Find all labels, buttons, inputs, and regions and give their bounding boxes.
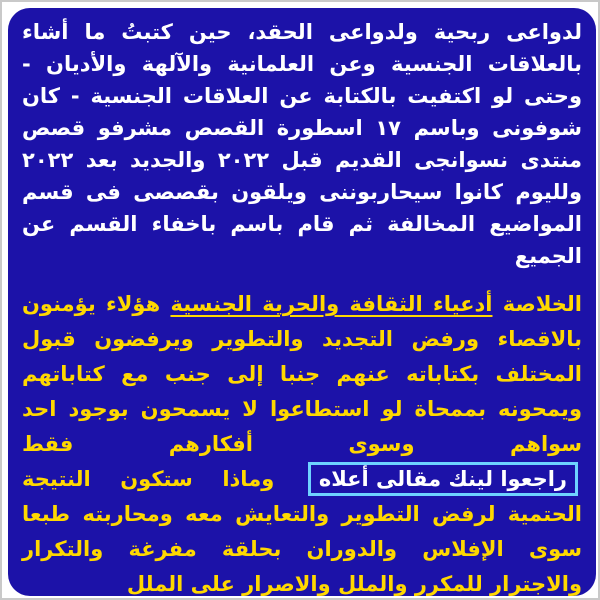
conclusion-intro: الخلاصة: [492, 292, 582, 316]
underlined-phrase: أدعياء الثقافة والحرية الجنسية: [170, 292, 493, 316]
text-panel: [8, 8, 596, 596]
white-paragraph: لدواعى ربحية ولدواعى الحقد، حين كتبتُ ما أشاء بالعلاقات الجنسية وعن العلمانية والآلهة والأديان - وحتى لو اكتفيت بالكتابة عن العلاقات الجنسية - كان شوفونى وباسم ١٧ اسطورة القصص مشرفو قصص منتدى نسوانجى القديم قبل ٢٠٢٢ والجديد بعد ٢٠٢٢ ولليوم كانوا سيحاربوننى ويلقون بقصصى فى قسم المواضيع المخالفة ثم قام باسم باخفاء القسم عن الجميع: [22, 20, 582, 268]
conclusion-body: هؤلاء يؤمنون بالاقصاء ورفض التجديد والتطوير ويرفضون قبول المختلف بكتاباته عنهم جنبا إلى جنب مع كتاباتهم ويمحونه بممحاة لو استطاعوا لا يسمحون بوجود احد سواهم وسوى أفكارهم فقط: [22, 292, 582, 456]
yellow-paragraph: [22, 287, 582, 596]
article-link-button[interactable]: راجعوا لينك مقالى أعلاه: [308, 462, 578, 496]
conclusion-ending: وماذا ستكون النتيجة الحتمية لرفض التطوير والتعايش معه ومحاربته طبعا سوى الإفلاس والدوران بحلقة مفرغة والتكرار والاجترار للمكرر والملل والاصرار على الملل: [22, 467, 582, 596]
